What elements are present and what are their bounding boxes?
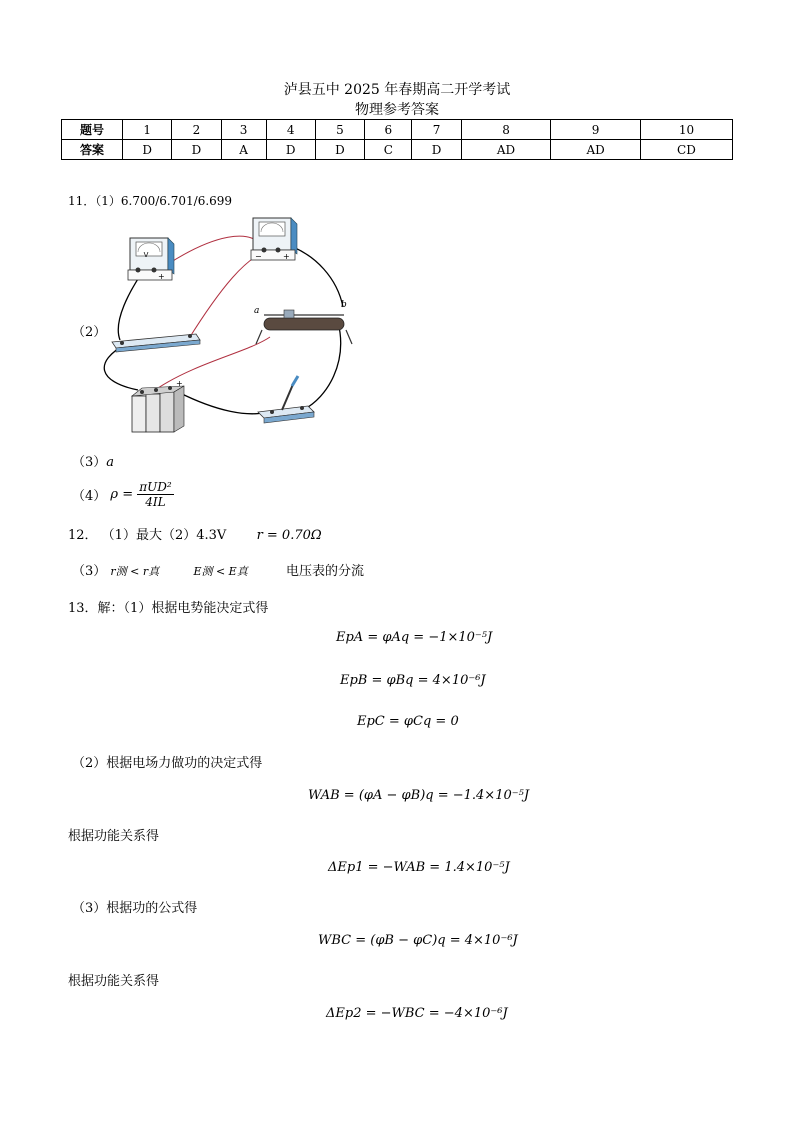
q12-line1 [68, 524, 322, 543]
rheostat-end-a: a [254, 306, 260, 316]
answer-cell: CD [640, 140, 732, 160]
q12-part1-2: 12． （1）最大（2）4.3V [68, 528, 227, 543]
q13-eq-dEp2: ΔEp2 = −WBC = −4×10⁻⁶J [326, 1006, 508, 1021]
answer-cell: AD [551, 140, 641, 160]
answer-cell: AD [461, 140, 551, 160]
answer-cell: D [315, 140, 364, 160]
q11-part3-answer: a [106, 455, 115, 470]
q11-part3-label: （3） [72, 455, 107, 470]
resistivity-fraction [137, 480, 173, 509]
question-number: 2 [172, 120, 221, 140]
q13-eq-EpA: EpA = φAq = −1×10⁻⁵J [336, 630, 493, 645]
q11-part4-lhs: ρ = [110, 487, 134, 502]
question-number: 8 [461, 120, 551, 140]
wire [178, 392, 268, 414]
answer-cell: A [221, 140, 266, 160]
q13-part2: （2）根据电场力做功的决定式得 [72, 756, 263, 771]
battery-pack [132, 379, 184, 432]
answer-table [61, 119, 733, 160]
q12-part3-label: （3） [72, 564, 107, 579]
voltmeter [128, 238, 174, 281]
q12-internal-resistance: r = 0.70Ω [256, 528, 322, 543]
voltmeter-label: V [143, 251, 149, 259]
answer-cell: D [266, 140, 315, 160]
q13-part3: （3）根据功的公式得 [72, 901, 198, 916]
plus-label: + [176, 379, 183, 388]
question-number: 10 [640, 120, 732, 140]
q11-part2-label: （2） [72, 325, 107, 340]
answer-cell: C [365, 140, 412, 160]
rheostat-end-b: b [341, 300, 347, 310]
q13-eq-EpB: EpB = φBq = 4×10⁻⁶J [340, 673, 486, 688]
question-number: 7 [412, 120, 461, 140]
table-row [62, 140, 733, 160]
q13-eq-WBC: WBC = (φB − φC)q = 4×10⁻⁶J [318, 933, 518, 948]
wire [303, 322, 341, 410]
minus-label: − [255, 252, 262, 261]
ammeter [251, 218, 297, 261]
answer-cell: D [412, 140, 461, 160]
exam-subtitle: 物理参考答案 [355, 102, 439, 118]
q13-relation-1: 根据功能关系得 [68, 829, 160, 844]
circuit-diagram [98, 212, 358, 444]
row-label-number: 题号 [62, 120, 123, 140]
q12-reason: 电压表的分流 [286, 564, 365, 579]
q13-intro: 13．解：（1）根据电势能决定式得 [68, 601, 269, 616]
answer-cell: D [123, 140, 172, 160]
question-number: 9 [551, 120, 641, 140]
q13-eq-WAB: WAB = (φA − φB)q = −1.4×10⁻⁵J [308, 788, 530, 803]
resistance-wire-board [112, 334, 200, 352]
q12-line2 [72, 560, 364, 579]
q12-r-compare: r测 < r真 [110, 565, 160, 578]
q11-part1: 11．（1）6.700/6.701/6.699 [68, 194, 233, 208]
q13-relation-2: 根据功能关系得 [68, 974, 160, 989]
exam-title: 泸县五中 2025 年春期高二开学考试 [283, 82, 511, 98]
row-label-answer: 答案 [62, 140, 123, 160]
q13-eq-EpC: EpC = φCq = 0 [357, 714, 459, 729]
q11-part4-label: （4） [72, 489, 107, 504]
switch [258, 376, 314, 423]
q13-eq-dEp1: ΔEp1 = −WAB = 1.4×10⁻⁵J [328, 860, 510, 875]
answer-cell: D [172, 140, 221, 160]
question-number: 3 [221, 120, 266, 140]
table-row [62, 120, 733, 140]
question-number: 5 [315, 120, 364, 140]
fraction-denominator: 4IL [145, 495, 166, 509]
q11-part3 [72, 451, 114, 470]
fraction-numerator: πUD² [139, 480, 172, 494]
wire [168, 236, 258, 264]
question-number: 1 [123, 120, 172, 140]
q12-e-compare: E测 < E真 [193, 565, 248, 578]
q11-part4 [72, 480, 174, 509]
question-number: 4 [266, 120, 315, 140]
wire [188, 250, 273, 340]
plus-label: + [283, 252, 290, 261]
plus-label: + [158, 272, 165, 281]
question-number: 6 [365, 120, 412, 140]
